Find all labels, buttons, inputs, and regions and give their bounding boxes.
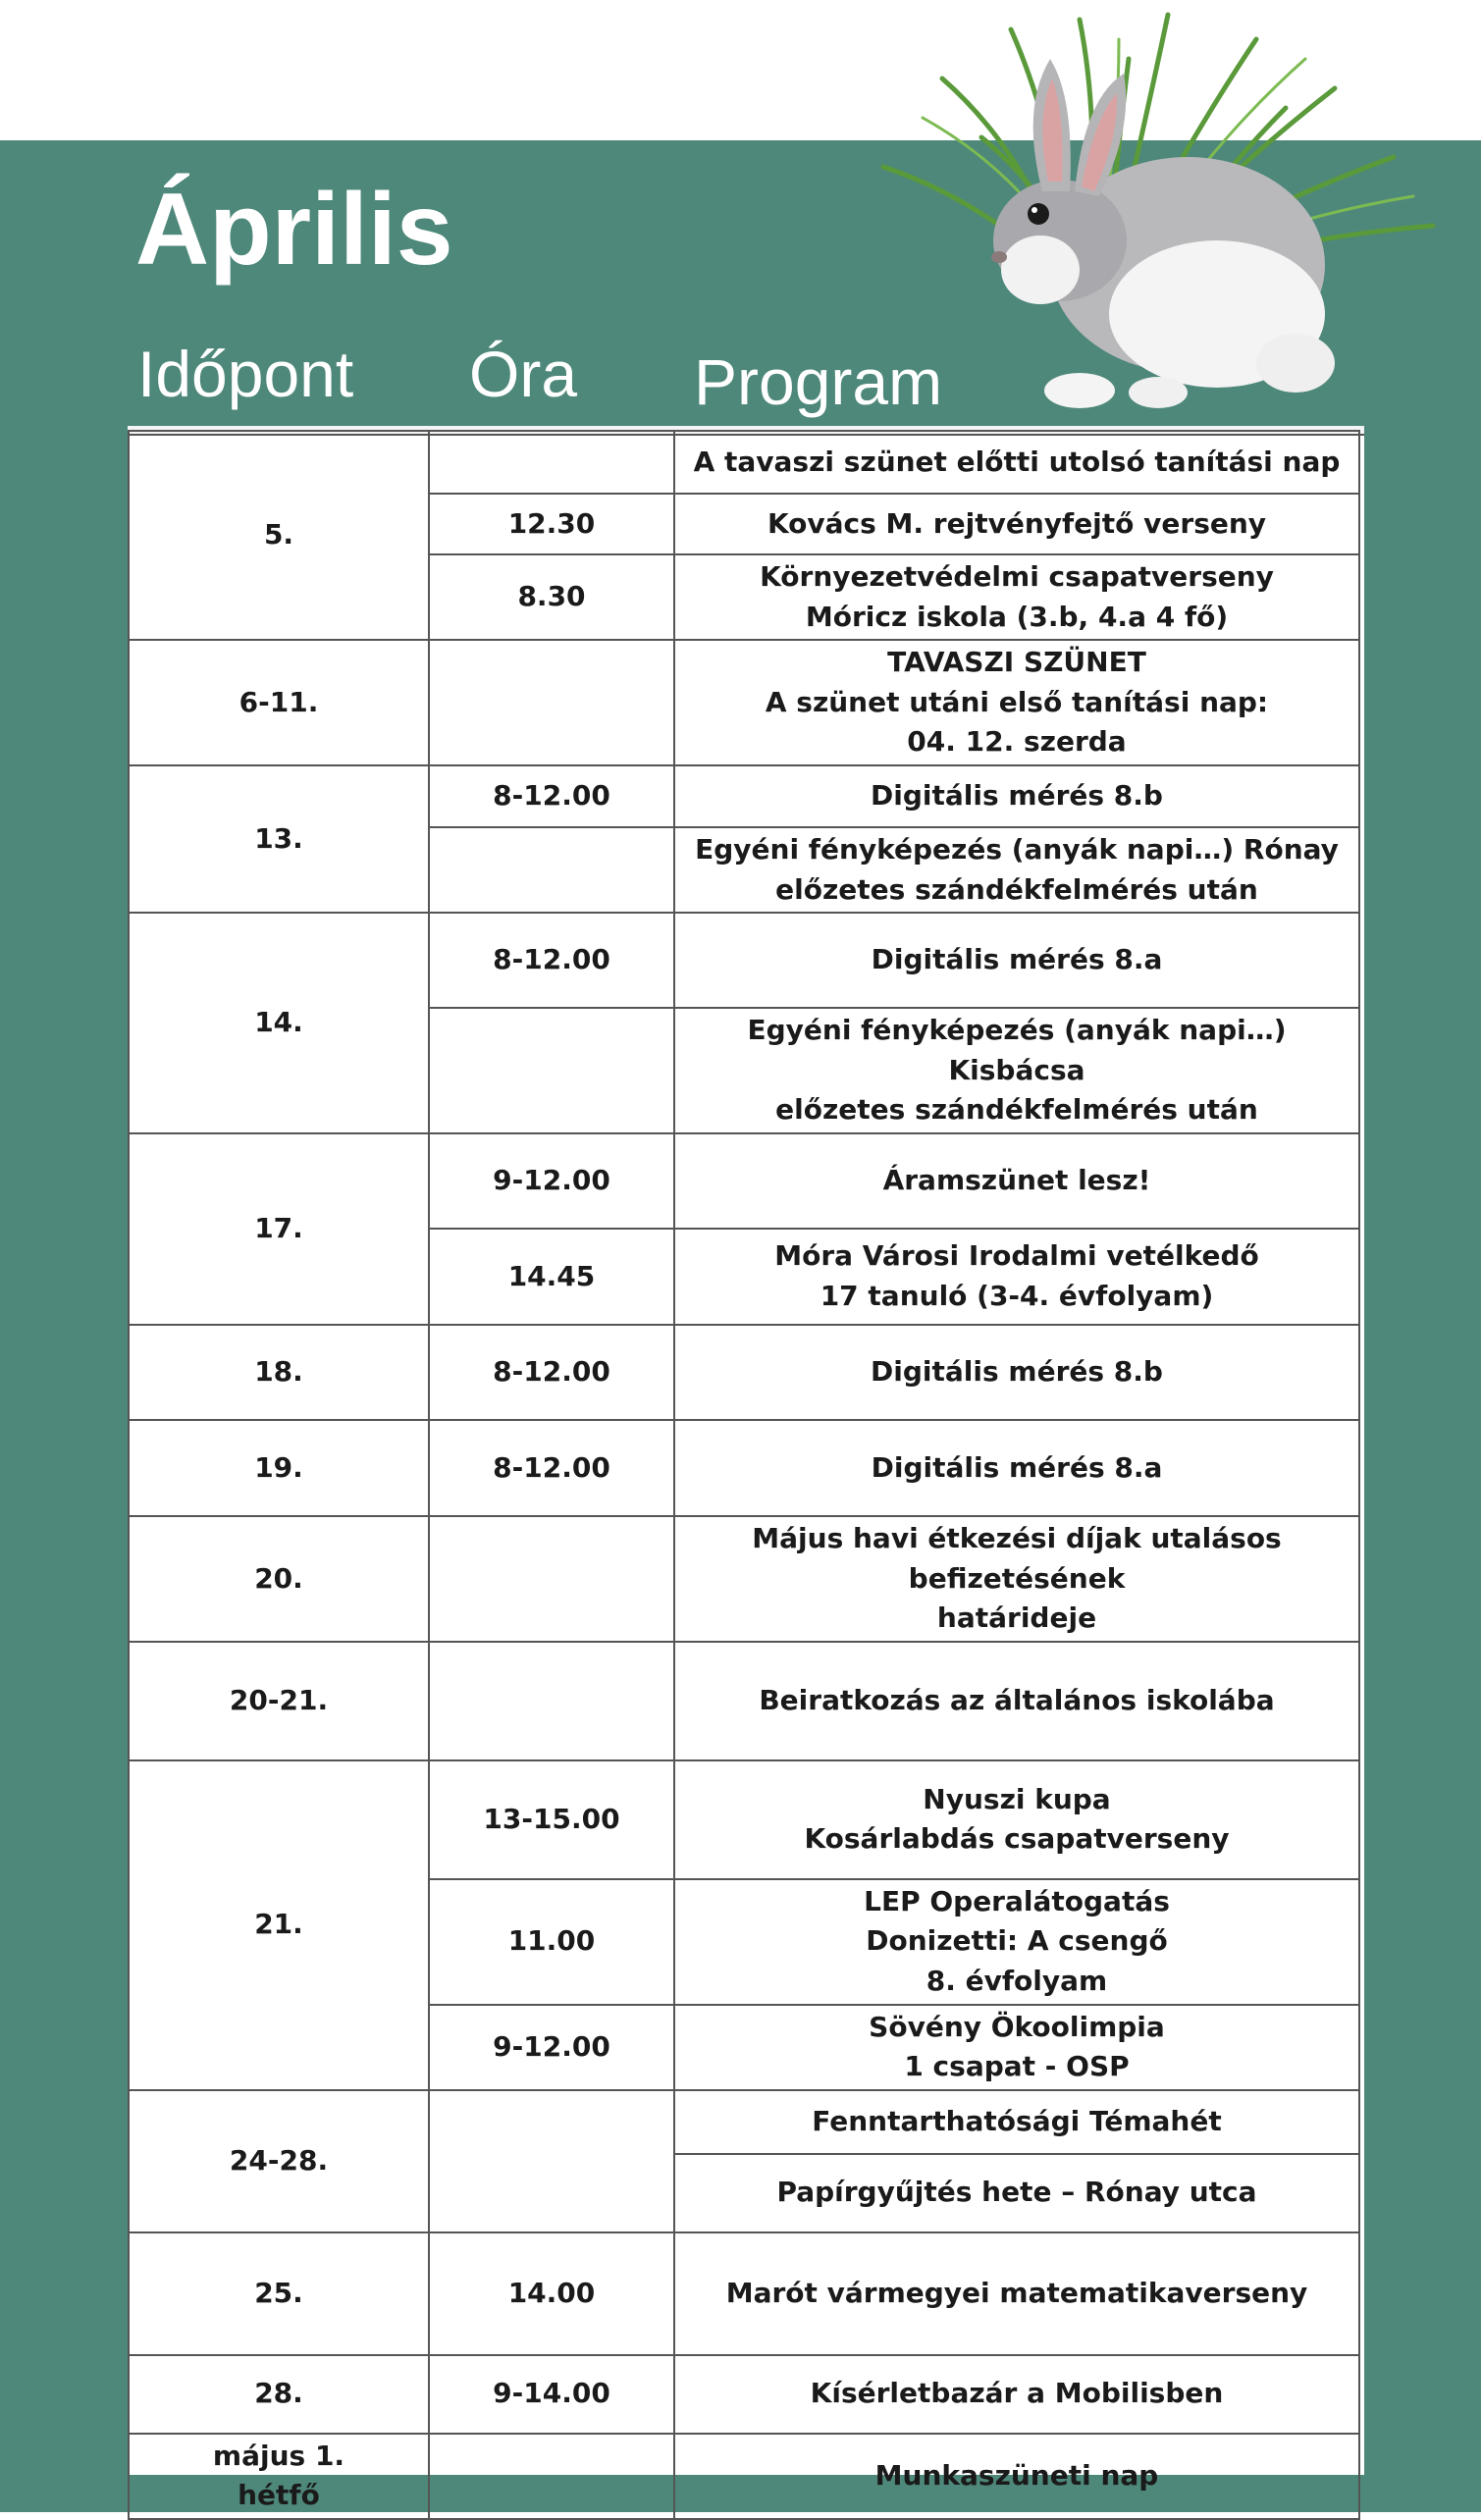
program-line: előzetes szándékfelmérés után (775, 872, 1258, 906)
time-cell: 9-12.00 (429, 1133, 674, 1229)
date-cell: 5. (129, 431, 429, 640)
program-line: Kovács M. rejtvényfejtő verseny (767, 506, 1267, 540)
program-line: TAVASZI SZÜNET (887, 646, 1146, 679)
program-line: Kísérletbazár a Mobilisben (810, 2377, 1224, 2410)
date-cell (129, 2434, 429, 2519)
program-line: Áramszünet lesz! (882, 1164, 1151, 1197)
program-cell (674, 765, 1359, 827)
page-title: Április (135, 173, 453, 287)
date-cell: 6-11. (129, 640, 429, 765)
program-line: 8. évfolyam (926, 1964, 1108, 1997)
program-cell (674, 554, 1359, 640)
program-line: Donizetti: A csengő (866, 1924, 1168, 1958)
table-row (129, 1420, 1359, 1516)
table-row (129, 1133, 1359, 1229)
schedule-table (128, 430, 1360, 2520)
program-cell (674, 1133, 1359, 1229)
program-line: Beiratkozás az általános iskolába (759, 1683, 1275, 1716)
program-line: Május havi étkezési díjak utalásos befizetésének (752, 1521, 1282, 1595)
program-cell (674, 2232, 1359, 2355)
program-line: A tavaszi szünet előtti utolsó tanítási nap (693, 445, 1341, 478)
table-row (129, 2232, 1359, 2355)
table-row (129, 765, 1359, 827)
program-line: Környezetvédelmi csapatverseny (760, 560, 1274, 593)
program-line: Nyuszi kupa (923, 1782, 1111, 1815)
table-row (129, 913, 1359, 1008)
program-cell (674, 1229, 1359, 1325)
program-line: Móra Városi Irodalmi vetélkedő (774, 1239, 1259, 1273)
program-cell (674, 1420, 1359, 1516)
time-cell (429, 431, 674, 494)
date-line: hétfő (238, 2479, 320, 2512)
program-line: 1 csapat - OSP (904, 2050, 1130, 2083)
table-row (129, 2090, 1359, 2154)
time-cell: 14.00 (429, 2232, 674, 2355)
time-cell: 8-12.00 (429, 1325, 674, 1420)
date-cell: 14. (129, 913, 429, 1133)
time-cell: 11.00 (429, 1879, 674, 2005)
program-line: Digitális mérés 8.b (871, 779, 1163, 813)
program-cell (674, 2355, 1359, 2434)
program-cell (674, 1879, 1359, 2005)
date-cell: 21. (129, 1760, 429, 2090)
program-line: Marót vármegyei matematikaverseny (725, 2276, 1308, 2309)
time-cell: 13-15.00 (429, 1760, 674, 1879)
date-cell: 19. (129, 1420, 429, 1516)
program-line: Fenntarthatósági Témahét (812, 2104, 1222, 2137)
time-cell (429, 2090, 674, 2232)
date-cell: 17. (129, 1133, 429, 1325)
date-cell: 20. (129, 1516, 429, 1642)
table-row (129, 1760, 1359, 1879)
date-cell: 28. (129, 2355, 429, 2434)
table-row (129, 2434, 1359, 2519)
program-line: Kosárlabdás csapatverseny (804, 1822, 1230, 1856)
program-line: Munkaszüneti nap (874, 2458, 1159, 2492)
program-cell (674, 827, 1359, 913)
time-cell: 8.30 (429, 554, 674, 640)
program-cell (674, 1760, 1359, 1879)
table-row (129, 1642, 1359, 1760)
time-cell (429, 1642, 674, 1760)
date-cell: 20-21. (129, 1642, 429, 1760)
time-cell (429, 1516, 674, 1642)
program-cell (674, 913, 1359, 1008)
program-line: Digitális mérés 8.a (871, 943, 1163, 976)
program-cell (674, 1325, 1359, 1420)
date-cell: 24-28. (129, 2090, 429, 2232)
program-line: Egyéni fényképezés (anyák napi…) Rónay (695, 832, 1339, 866)
program-cell (674, 2005, 1359, 2090)
program-line: A szünet utáni első tanítási nap: (765, 685, 1269, 718)
column-header-program: Program (694, 345, 943, 418)
program-line: előzetes szándékfelmérés után (775, 1093, 1258, 1127)
time-cell: 8-12.00 (429, 765, 674, 827)
program-cell (674, 431, 1359, 494)
program-cell (674, 1516, 1359, 1642)
program-line: határideje (936, 1601, 1097, 1635)
program-line: 04. 12. szerda (907, 725, 1127, 759)
column-header-date: Időpont (137, 338, 354, 410)
program-line: LEP Operalátogatás (864, 1884, 1170, 1917)
program-cell (674, 2434, 1359, 2519)
program-cell (674, 640, 1359, 765)
time-cell (429, 2434, 674, 2519)
date-line: május 1. (212, 2439, 345, 2472)
table-row (129, 1325, 1359, 1420)
time-cell: 9-12.00 (429, 2005, 674, 2090)
program-cell (674, 1008, 1359, 1133)
program-cell (674, 1642, 1359, 1760)
time-cell (429, 1008, 674, 1133)
time-cell: 8-12.00 (429, 1420, 674, 1516)
table-row (129, 431, 1359, 494)
table-row (129, 1516, 1359, 1642)
column-header-time: Óra (469, 338, 578, 410)
program-line: Sövény Ökoolimpia (869, 2010, 1165, 2043)
time-cell: 9-14.00 (429, 2355, 674, 2434)
program-line: Móricz iskola (3.b, 4.a 4 fő) (805, 600, 1229, 633)
program-line: 17 tanuló (3-4. évfolyam) (820, 1279, 1214, 1312)
time-cell: 14.45 (429, 1229, 674, 1325)
time-cell: 8-12.00 (429, 913, 674, 1008)
program-line: Egyéni fényképezés (anyák napi…) Kisbácsa (747, 1014, 1287, 1086)
date-cell: 18. (129, 1325, 429, 1420)
program-line: Papírgyűjtés hete – Rónay utca (776, 2176, 1257, 2209)
program-cell (674, 494, 1359, 554)
program-cell (674, 2090, 1359, 2154)
table-row (129, 2355, 1359, 2434)
program-line: Digitális mérés 8.b (871, 1355, 1163, 1389)
time-cell: 12.30 (429, 494, 674, 554)
program-cell (674, 2154, 1359, 2232)
program-line: Digitális mérés 8.a (871, 1450, 1163, 1484)
date-cell: 13. (129, 765, 429, 913)
date-cell: 25. (129, 2232, 429, 2355)
table-row (129, 640, 1359, 765)
time-cell (429, 827, 674, 913)
time-cell (429, 640, 674, 765)
